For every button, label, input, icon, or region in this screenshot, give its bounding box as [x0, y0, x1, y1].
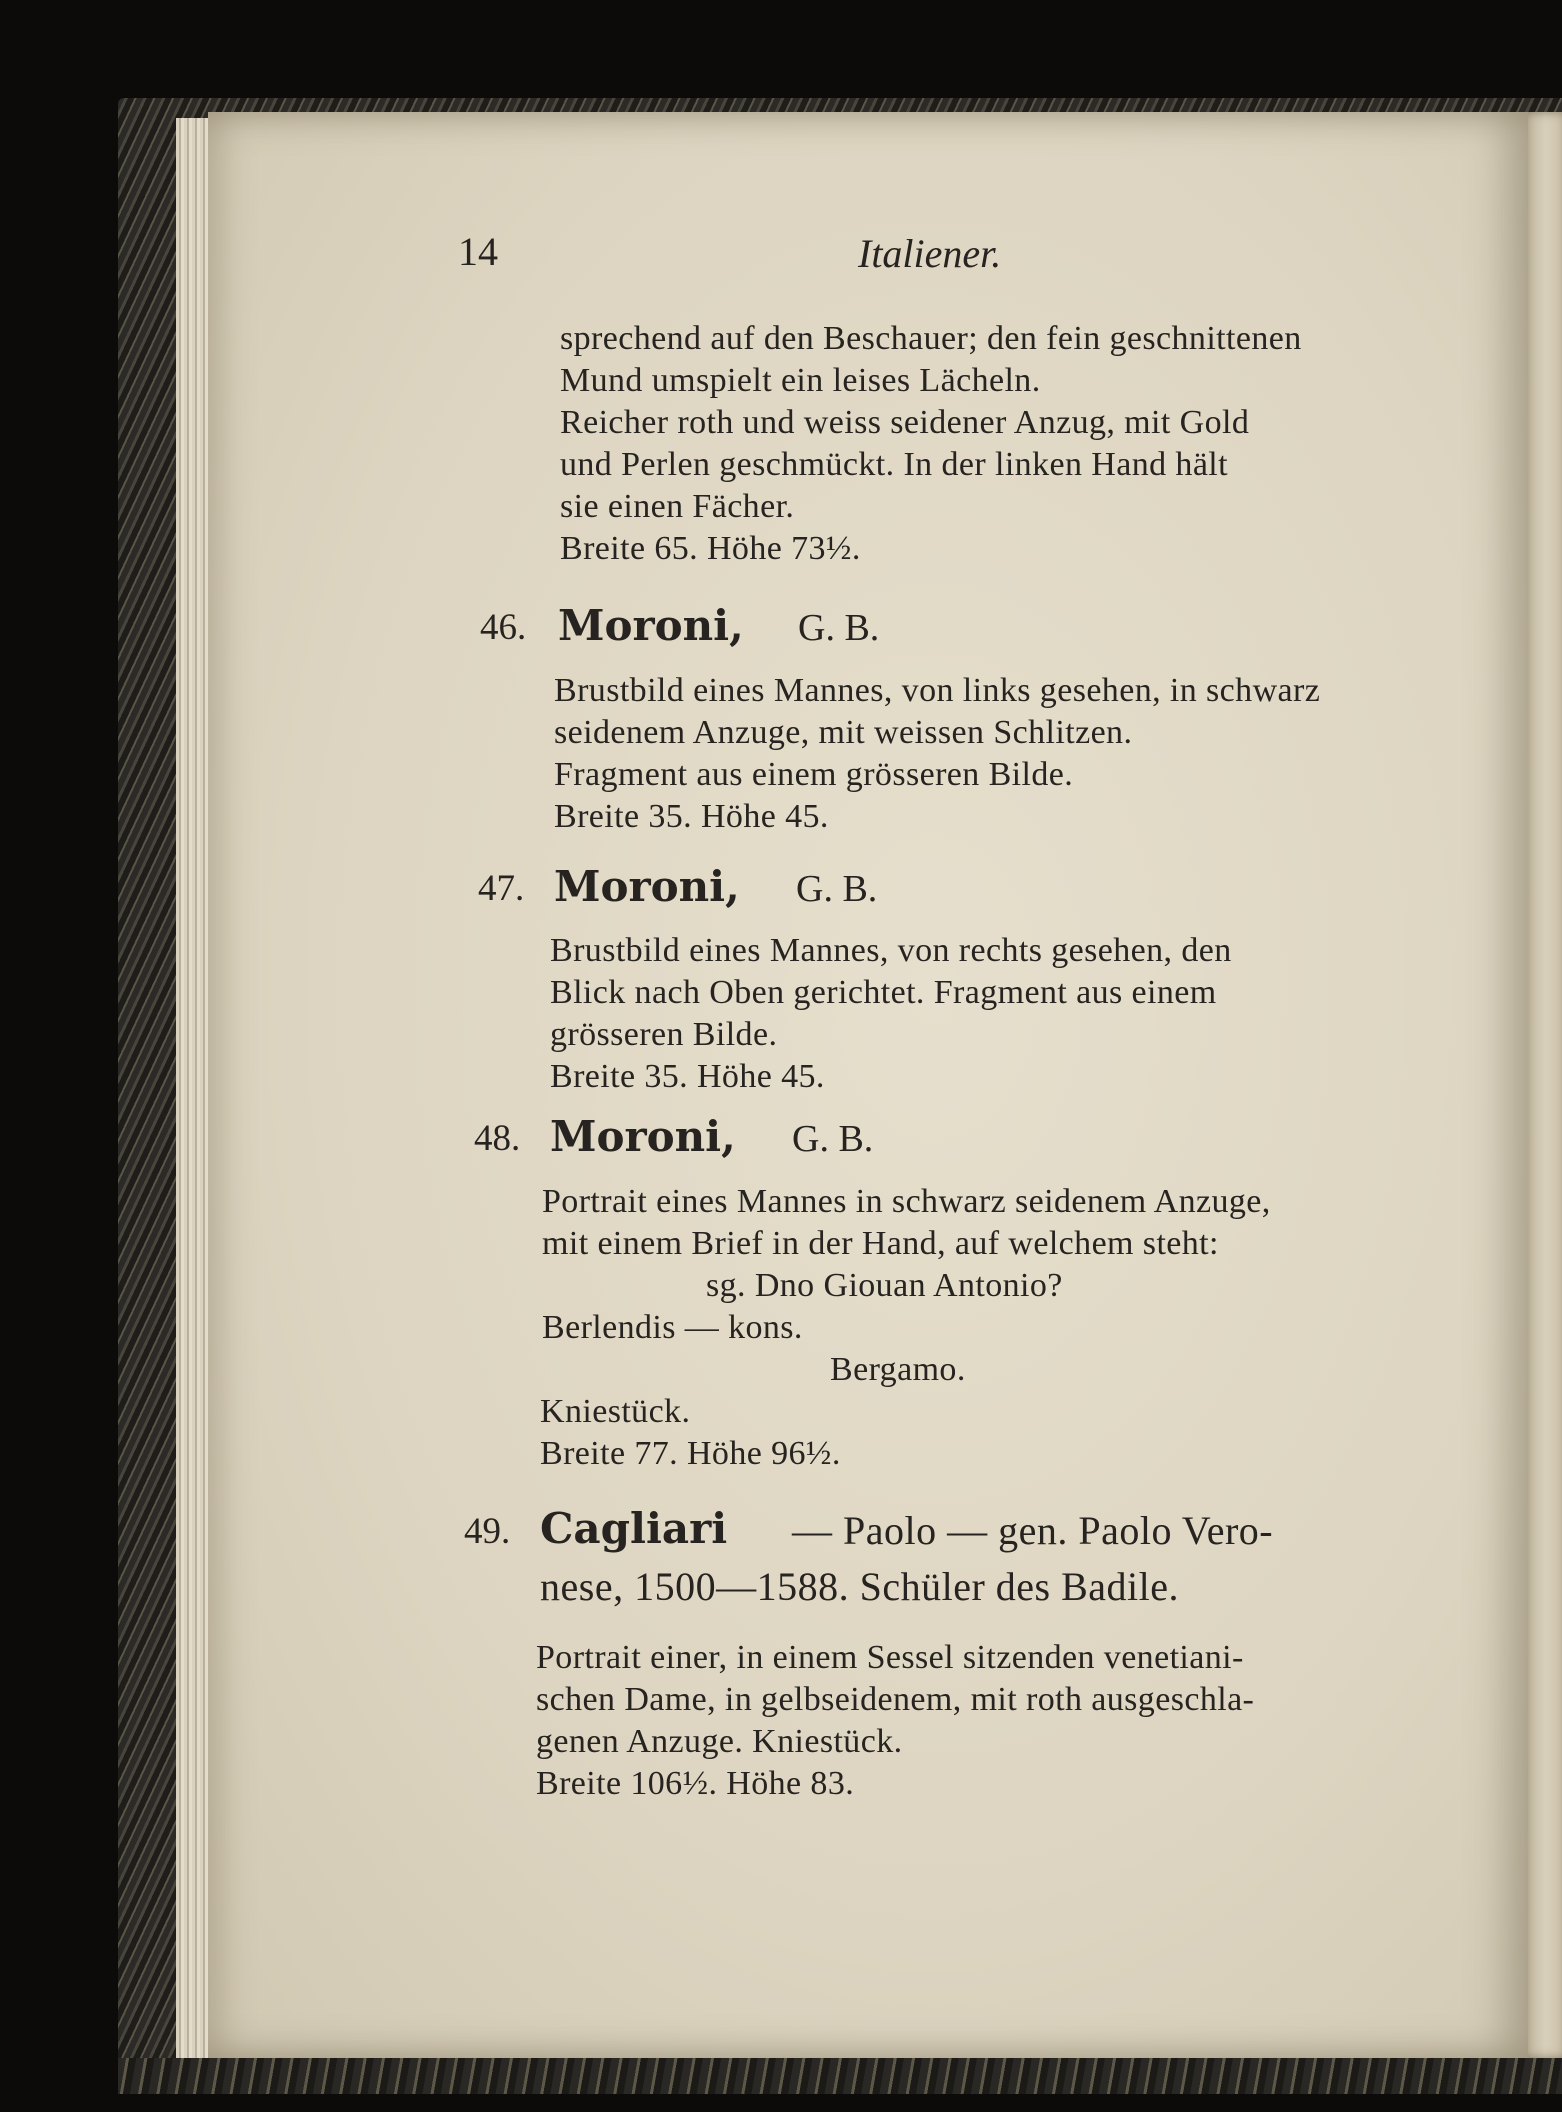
artist-name: Moroni, [554, 862, 740, 911]
intro-line: und Perlen geschmückt. In der linken Hand hält [560, 446, 1229, 483]
page-number: 14 [458, 229, 498, 274]
entry-line: mit einem Brief in der Hand, auf welchem steht: [542, 1225, 1219, 1262]
artist-heading: nese, 1500—1588. Schüler des Badile. [540, 1564, 1179, 1609]
entry-number: 46. [480, 607, 527, 648]
entry-line: Portrait eines Mannes in schwarz seidenem Anzuge, [542, 1183, 1271, 1220]
entry-line: Breite 77. Höhe 96½. [540, 1435, 841, 1472]
entry-line: genen Anzuge. Kniestück. [536, 1723, 903, 1760]
artist-heading: — Paolo — gen. Paolo Vero- [792, 1508, 1274, 1553]
entry-number: 47. [478, 868, 525, 909]
entry-number: 48. [474, 1118, 521, 1159]
entry-line: Bergamo. [830, 1351, 966, 1388]
book-page [208, 112, 1528, 2058]
entry-number: 49. [464, 1511, 511, 1552]
entry-line: Brustbild eines Mannes, von rechts gesehen, den [550, 932, 1232, 969]
intro-line: Breite 65. Höhe 73½. [560, 530, 861, 567]
artist-name: Moroni, [558, 601, 744, 650]
entry-line: Blick nach Oben gerichtet. Fragment aus einem [550, 974, 1217, 1011]
intro-line: Reicher roth und weiss seidener Anzug, mit Gold [560, 404, 1250, 441]
entry-line: Breite 35. Höhe 45. [554, 798, 829, 835]
artist-name: Cagliari [540, 1504, 728, 1553]
artist-initials: G. B. [792, 1118, 874, 1160]
entry-line: grösseren Bilde. [550, 1016, 778, 1053]
intro-line: sprechend auf den Beschauer; den fein geschnittenen [560, 320, 1302, 357]
intro-line: sie einen Fächer. [560, 488, 795, 525]
artist-name: Moroni, [550, 1112, 736, 1161]
artist-initials: G. B. [798, 607, 880, 649]
entry-line: Kniestück. [540, 1393, 691, 1430]
entry-line: Fragment aus einem grösseren Bilde. [554, 756, 1074, 793]
entry-line: sg. Dno Giouan Antonio? [706, 1267, 1063, 1304]
entry-line: Portrait einer, in einem Sessel sitzenden venetiani- [536, 1639, 1244, 1676]
running-head: Italiener. [858, 231, 1002, 276]
intro-line: Mund umspielt ein leises Lächeln. [560, 362, 1041, 399]
entry-line: schen Dame, in gelbseidenem, mit roth ausgeschla- [536, 1681, 1255, 1718]
cover-bottom [118, 2058, 1562, 2094]
entry-line: Breite 35. Höhe 45. [550, 1058, 825, 1095]
entry-line: Berlendis — kons. [542, 1309, 803, 1346]
entry-line: seidenem Anzuge, mit weissen Schlitzen. [554, 714, 1133, 751]
artist-initials: G. B. [796, 868, 878, 910]
entry-line: Breite 106½. Höhe 83. [536, 1765, 855, 1802]
entry-line: Brustbild eines Mannes, von links gesehen, in schwarz [554, 672, 1321, 709]
